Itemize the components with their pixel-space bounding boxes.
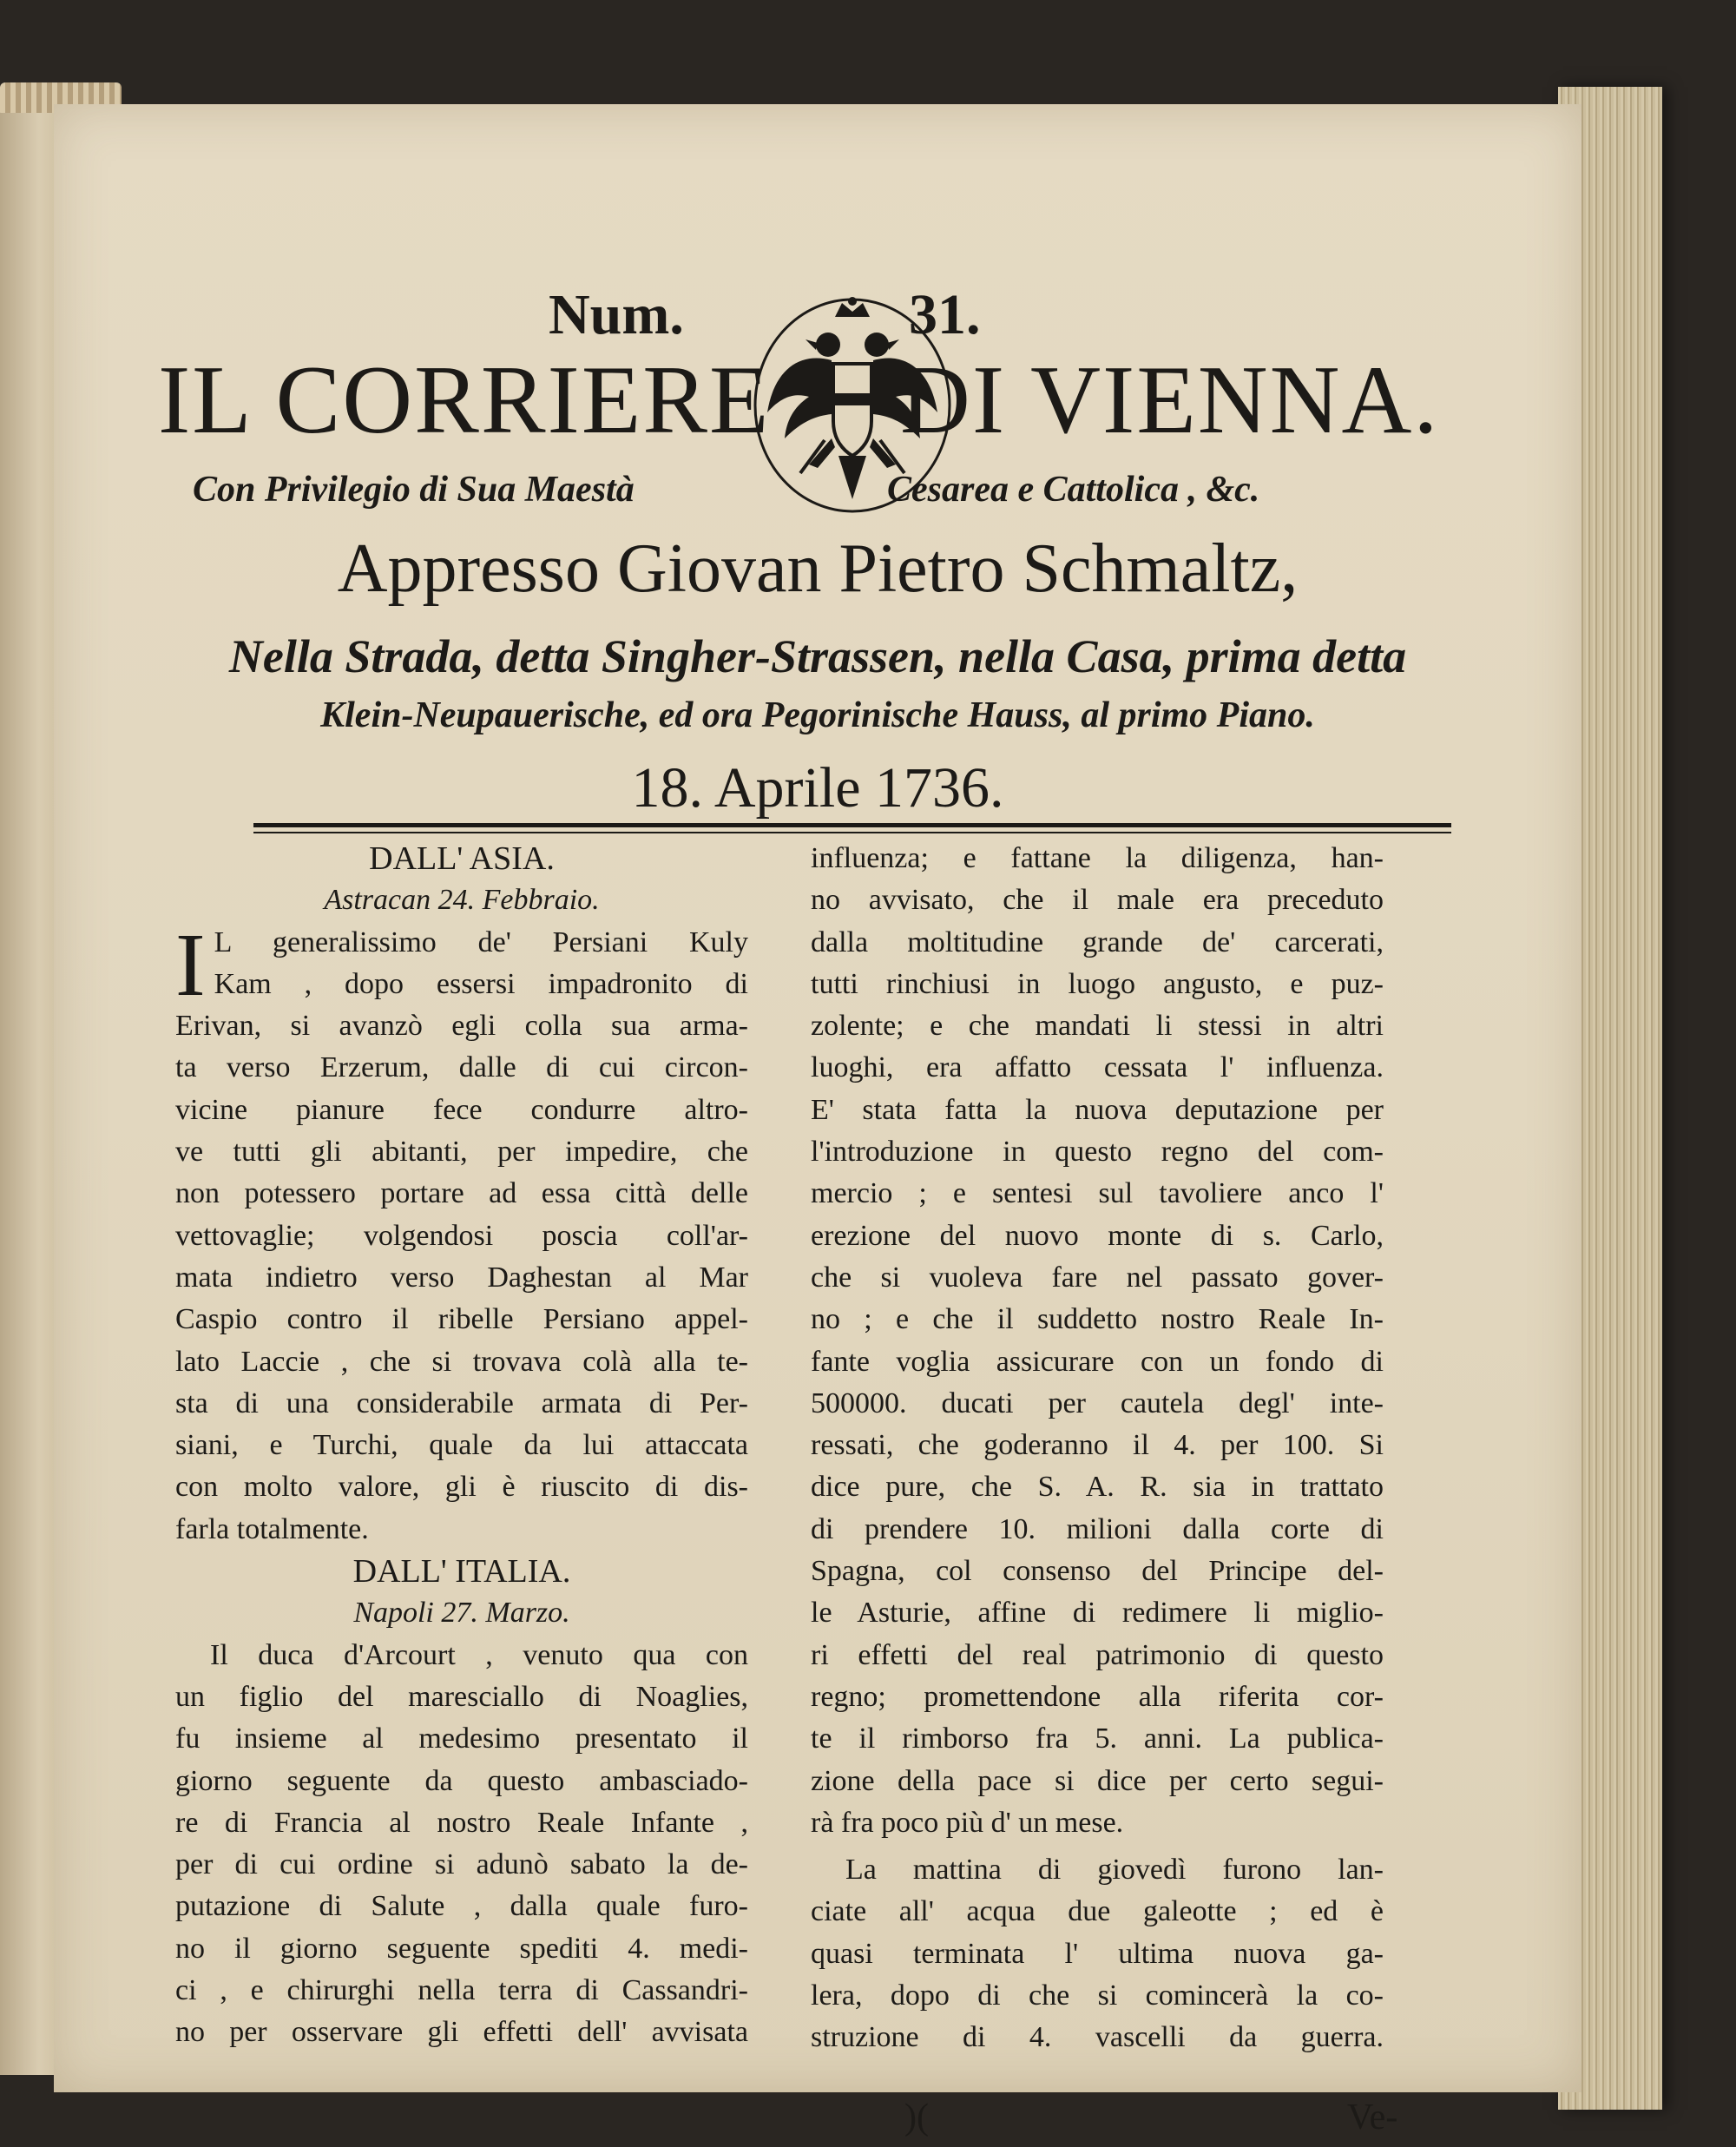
text-line: sta di una considerabile armata di Per- [175,1386,748,1419]
text-line: le Asturie, affine di redimere li miglio- [811,1597,1384,1630]
heading-rule-thick [253,823,1451,827]
text-line: di prendere 10. milioni dalla corte di [811,1512,1384,1545]
text-line: influenza; e fattane la diligenza, han- [811,842,1384,874]
dateline-napoli: Napoli 27. Marzo. [353,1597,570,1630]
text-line: con molto valore, gli è riuscito di dis- [175,1471,748,1504]
text-line: E' stata fatta la nuova deputazione per [811,1093,1384,1126]
text-line: re di Francia al nostro Reale Infante , [175,1806,748,1839]
text-line: dice pure, che S. A. R. sia in trattato [811,1471,1384,1504]
text-line: ciate all' acqua due galeotte ; ed è [811,1895,1384,1928]
text-line: farla totalmente. [175,1512,369,1545]
text-line: l'introduzione in questo regno del com- [811,1136,1384,1169]
text-line: luoghi, era affatto cessata l' influenza. [811,1051,1384,1084]
text-line: no avvisato, che il male era preceduto [811,884,1384,917]
text-line: ri effetti del real patrimonio di questo [811,1638,1384,1671]
text-line: ressati, che goderanno il 4. per 100. Si [811,1429,1384,1462]
text-line: putazione di Salute , dalla quale furo- [175,1890,748,1923]
text-line: vicine pianure fece condurre altro- [175,1093,748,1126]
text-line: fu insieme al medesimo presentato il [175,1722,748,1755]
signature-mark: )( [904,2098,929,2137]
title-left: IL CORRIERE [158,346,771,454]
text-line: quasi terminata l' ultima nuova ga- [811,1937,1384,1970]
text-line: no per osservare gli effetti dell' avvisata [175,2016,748,2049]
title-right: DI VIENNA. [900,346,1440,454]
text-line: erezione del nuovo monte di s. Carlo, [811,1219,1384,1252]
section-heading-asia: DALL' ASIA. [369,840,555,877]
text-line: ta verso Erzerum, dalle di cui circon- [175,1051,748,1084]
text-line: rà fra poco più d' un mese. [811,1806,1124,1839]
text-line: Kam , dopo essersi impadronito di [214,967,748,1000]
text-line: giorno seguente da questo ambasciado- [175,1764,748,1797]
issue-number-label: Num. [549,283,684,346]
text-line: 500000. ducati per cautela degl' inte- [811,1386,1384,1419]
address-line-1: Nella Strada, detta Singher-Strassen, nella Casa, prima detta [228,630,1407,682]
text-line: La mattina di giovedì furono lan- [845,1854,1384,1887]
text-line: vettovaglie; volgendosi poscia coll'ar- [175,1219,748,1252]
text-line: Spagna, col consenso del Principe del- [811,1555,1384,1588]
text-line: Erivan, si avanzò egli colla sua arma- [175,1010,748,1043]
text-line: lera, dopo di che si comincerà la co- [811,1979,1384,2012]
privilege-right: Cesarea e Cattolica , &c. [887,470,1260,510]
drop-cap: I [175,914,206,1015]
section-heading-italia: DALL' ITALIA. [352,1553,571,1590]
text-line: Il duca d'Arcourt , venuto qua con [210,1638,748,1671]
asia-paragraph [175,914,748,1551]
publisher-line: Appresso Giovan Pietro Schmaltz, [337,530,1299,607]
galleys-paragraph [811,1849,1384,2058]
right-column [811,838,1384,2059]
text-line: ci , e chirurghi nella terra di Cassandri- [175,1974,748,2007]
text-line: zolente; e che mandati li stessi in altri [811,1010,1384,1043]
text-line: Caspio contro il ribelle Persiano appel- [175,1303,748,1336]
left-column [175,838,748,2054]
text-line: lato Laccie , che si trovava colà alla te- [175,1345,748,1378]
text-line: un figlio del maresciallo di Noaglies, [175,1680,748,1713]
text-line: L generalissimo de' Persiani Kuly [214,925,748,958]
napoli-continuation [811,838,1384,1844]
text-line: regno; promettendone alla riferita cor- [811,1680,1384,1713]
text-line: zione della pace si dice per certo segui- [811,1764,1384,1797]
text-line: non potessero portare ad essa città delle [175,1177,748,1210]
text-line: no ; e che il suddetto nostro Reale In- [811,1303,1384,1336]
text-line: tutti rinchiusi in luogo angusto, e puz- [811,967,1384,1000]
text-line: dalla moltitudine grande de' carcerati, [811,925,1384,958]
text-line: struzione di 4. vascelli da guerra. [811,2021,1384,2054]
newspaper-page [54,104,1581,2137]
text-line: te il rimborso fra 5. anni. La publica- [811,1722,1384,1755]
italia-paragraph [175,1635,748,2054]
text-line: mercio ; e sentesi sul tavoliere anco l' [811,1177,1384,1210]
text-line: mata indietro verso Daghestan al Mar [175,1261,748,1294]
dateline-astracan: Astracan 24. Febbraio. [324,884,600,917]
text-line: ve tutti gli abitanti, per impedire, che [175,1136,748,1169]
text-line: che si vuoleva fare nel passato gover- [811,1261,1384,1294]
catchword: Ve- [1347,2098,1398,2137]
text-line: per di cui ordine si adunò sabato la de- [175,1848,748,1881]
issue-date: 18. Aprile 1736. [631,756,1004,820]
privilege-left: Con Privilegio di Sua Maestà [193,470,635,510]
address-line-2: Klein-Neupauerische, ed ora Pegorinische Hauss, al primo Piano. [320,695,1315,735]
text-line: siani, e Turchi, quale da lui attaccata [175,1429,748,1462]
issue-number-value: 31. [909,283,981,346]
text-line: no il giorno seguente spediti 4. medi- [175,1932,748,1965]
heading-rule-thin [253,832,1451,833]
text-line: fante voglia assicurare con un fondo di [811,1345,1384,1378]
